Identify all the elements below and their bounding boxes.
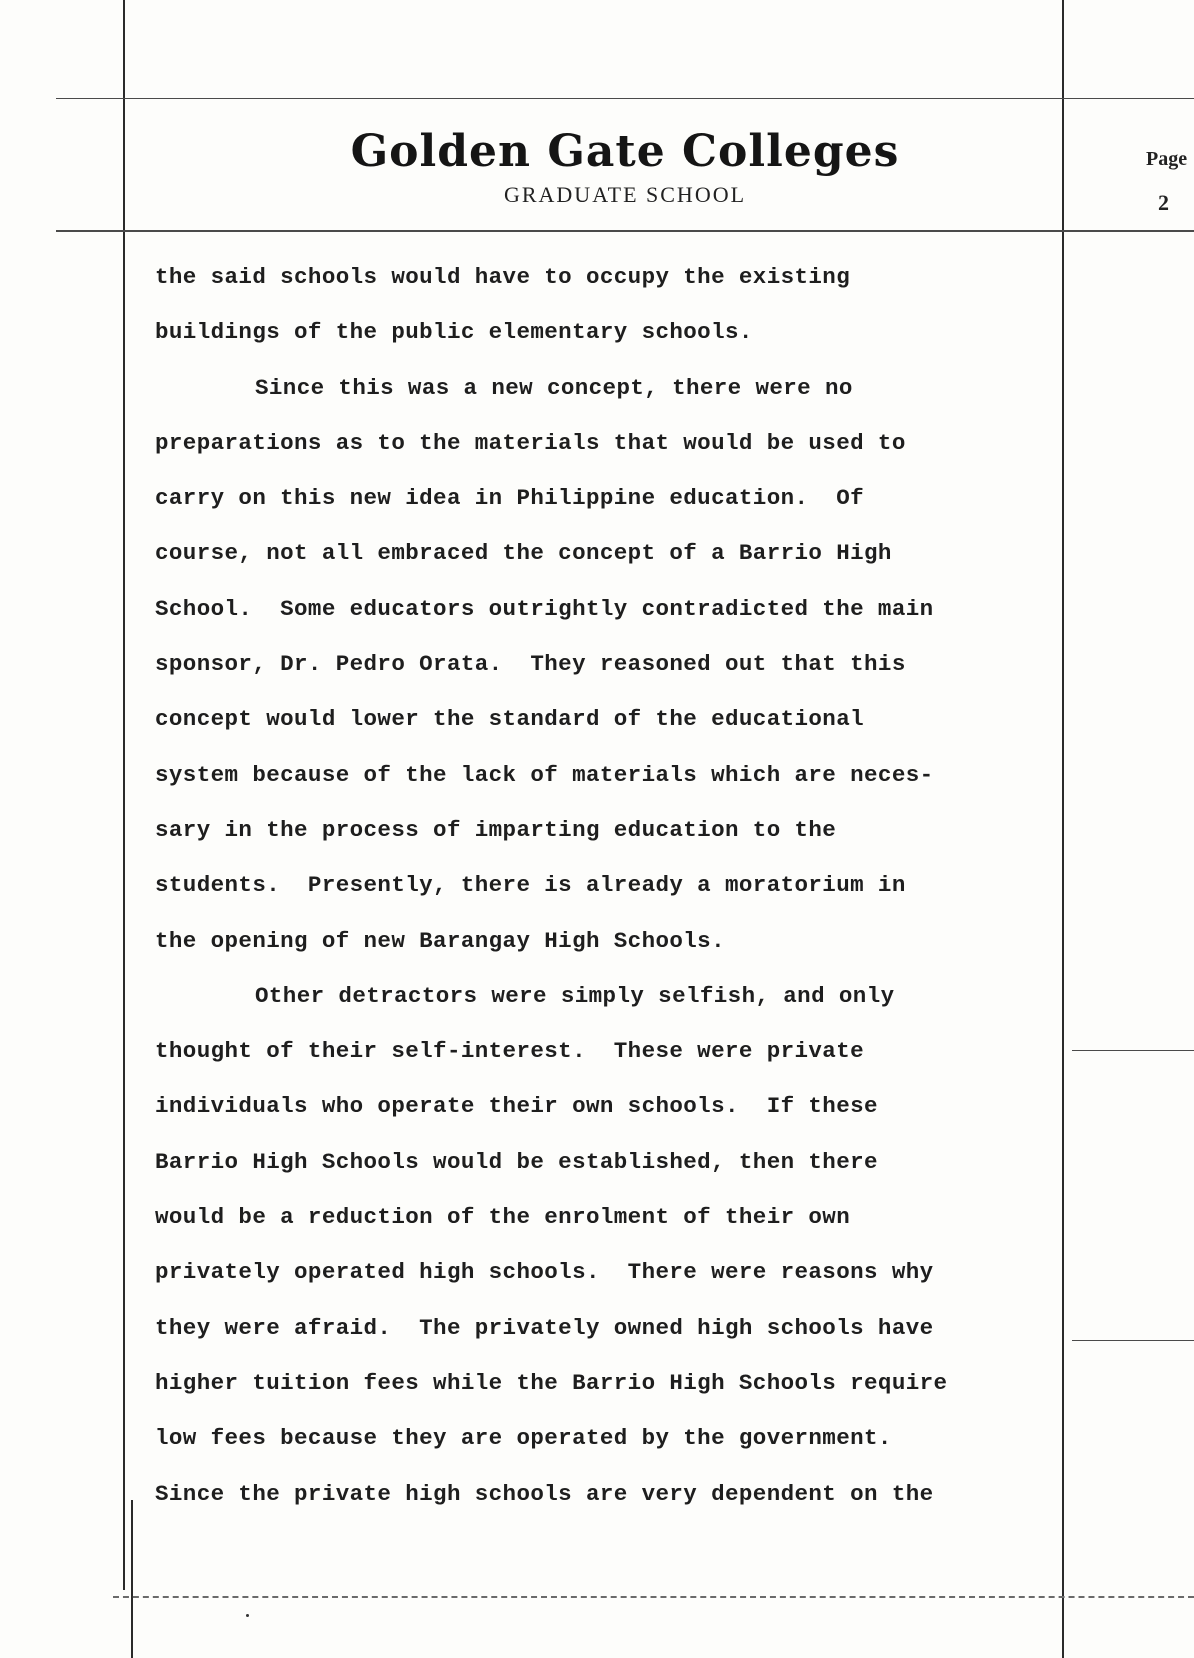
text-line: course, not all embraced the concept of a Barrio High <box>155 540 892 567</box>
side-tick-2 <box>1072 1340 1194 1341</box>
text-line: Barrio High Schools would be established, then there <box>155 1148 878 1175</box>
text-line: Other detractors were simply selfish, and only <box>255 982 895 1009</box>
page-number: 2 <box>1158 190 1169 215</box>
text-line: thought of their self-interest. These were private <box>155 1038 865 1065</box>
school-name: GRADUATE SCHOOL <box>503 182 747 207</box>
text-line: the said schools would have to occupy the existing <box>155 264 851 290</box>
text-line: sponsor, Dr. Pedro Orata. They reasoned out that this <box>155 651 906 678</box>
text-line: low fees because they are operated by the government. <box>155 1425 892 1452</box>
text-line: higher tuition fees while the Barrio High Schools require <box>155 1369 948 1396</box>
footer-rule <box>113 1596 1194 1598</box>
letterhead <box>200 128 1050 208</box>
header-bottom-rule <box>56 230 1194 232</box>
left-margin-rule <box>123 0 125 1590</box>
text-line: concept would lower the standard of the educational <box>155 706 865 733</box>
text-line: buildings of the public elementary schools. <box>155 319 753 346</box>
header-top-rule <box>56 98 1194 99</box>
text-line: system because of the lack of materials which are neces- <box>155 761 934 788</box>
text-line: School. Some educators outrightly contradicted the main <box>155 595 934 622</box>
text-line: the opening of new Barangay High Schools. <box>155 927 725 954</box>
text-line: students. Presently, there is already a moratorium in <box>155 872 906 899</box>
text-line: preparations as to the materials that would be used to <box>155 429 906 456</box>
left-margin-rule-lower <box>131 1500 133 1658</box>
page-label: Page <box>1146 148 1188 170</box>
text-line: Since this was a new concept, there were no <box>255 374 853 401</box>
text-line: would be a reduction of the enrolment of their own <box>155 1204 851 1231</box>
college-name: Golden Gate Colleges <box>350 126 900 177</box>
side-tick-1 <box>1072 1050 1194 1051</box>
text-line: Since the private high schools are very dependent on the <box>155 1480 934 1507</box>
text-line: carry on this new idea in Philippine education. Of <box>155 485 865 512</box>
text-line: privately operated high schools. There were reasons why <box>155 1259 934 1286</box>
ink-speck <box>246 1614 249 1617</box>
body-text <box>155 250 1085 1522</box>
text-line: sary in the process of imparting education to the <box>155 816 837 843</box>
text-line: they were afraid. The privately owned high schools have <box>155 1314 934 1341</box>
text-line: individuals who operate their own schools. If these <box>155 1093 878 1120</box>
